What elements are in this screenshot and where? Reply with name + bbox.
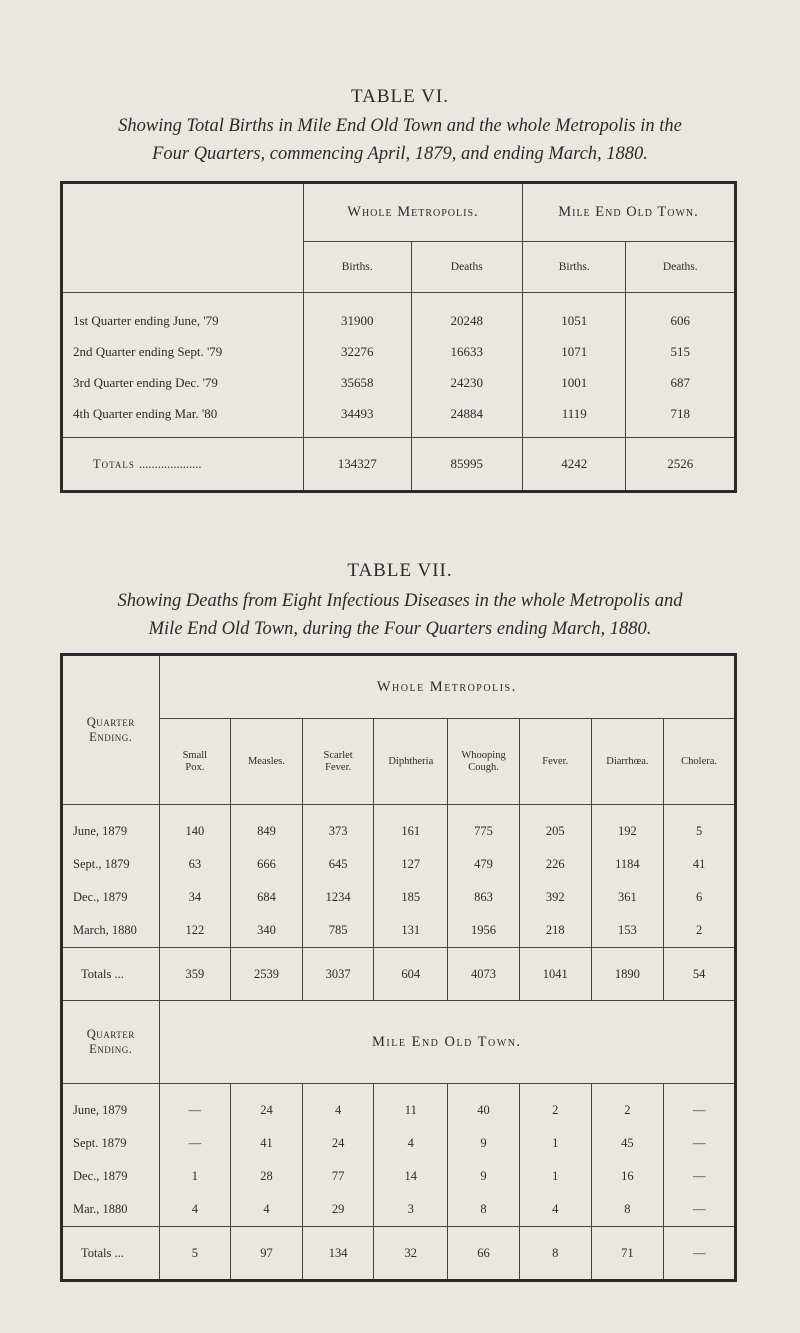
- cell: 11: [374, 1084, 448, 1128]
- cell: 785: [302, 914, 374, 948]
- cell: 14: [374, 1160, 448, 1193]
- disease-header-scarlet-fever: [302, 719, 374, 805]
- cell: 1956: [448, 914, 520, 948]
- cell: 161: [374, 805, 448, 849]
- quarter-ending-header-2: [62, 1001, 160, 1084]
- quarter-ending-line2: Ending.: [89, 1042, 133, 1056]
- cell: 6: [695, 890, 703, 904]
- cell: 687: [670, 374, 690, 390]
- table6-col-births-mile: Births.: [522, 242, 625, 293]
- disease-line1: Fever.: [542, 755, 569, 767]
- table7-caption-line2: Mile End Old Town, during the Four Quarters ending March, 1880.: [148, 619, 652, 639]
- cell: 20248: [411, 293, 522, 337]
- whole-metropolis-rows: [62, 805, 736, 948]
- cell: 153: [591, 914, 664, 948]
- totals-label: [62, 438, 304, 492]
- cell: 28: [231, 1160, 303, 1193]
- cell: 4: [159, 1193, 231, 1227]
- table7-group-whole: Whole Metropolis.: [159, 655, 735, 719]
- row-label: Totals ...: [62, 948, 160, 1001]
- cell: 479: [448, 848, 520, 881]
- cell: 2: [695, 923, 703, 937]
- cell: 32: [374, 1227, 448, 1281]
- disease-line2: Cough.: [468, 761, 499, 773]
- cell: 2: [519, 1084, 591, 1128]
- infectious-diseases-table: [60, 653, 737, 1282]
- cell: 8: [448, 1193, 520, 1227]
- cell: —: [692, 1103, 706, 1117]
- cell: 134327: [303, 438, 411, 492]
- row-label: 3rd Quarter ending Dec. '79: [62, 367, 304, 398]
- table-row: [62, 1193, 736, 1227]
- cell: 185: [374, 881, 448, 914]
- table-row: [62, 881, 736, 914]
- cell: 2539: [231, 948, 303, 1001]
- table-row: [62, 1160, 736, 1193]
- quarter-ending-line1: Quarter: [86, 1027, 135, 1041]
- table7-heading: TABLE VII.: [347, 560, 453, 581]
- row-label: 2nd Quarter ending Sept. '79: [62, 336, 304, 367]
- births-deaths-table: [60, 181, 737, 493]
- table6-stub-cell: [62, 183, 304, 293]
- cell: 666: [231, 848, 303, 881]
- cell: 373: [302, 805, 374, 849]
- disease-header-cholera: [664, 719, 736, 805]
- table-row: [62, 336, 736, 367]
- cell: 2526: [626, 438, 736, 492]
- cell: 35658: [303, 367, 411, 398]
- table6-caption: [40, 112, 760, 168]
- cell: 775: [448, 805, 520, 849]
- cell: 515: [670, 343, 690, 359]
- cell: 4: [231, 1193, 303, 1227]
- row-label: March, 1880: [62, 914, 160, 948]
- table6-caption-line1: Showing Total Births in Mile End Old Town and the whole Metropolis in the: [118, 116, 682, 136]
- mile-end-rows: [62, 1084, 736, 1227]
- table6-group-mile: Mile End Old Town.: [522, 183, 735, 242]
- disease-line1: Cholera.: [681, 755, 718, 767]
- cell: 32276: [303, 336, 411, 367]
- table7-group-header-mile: [62, 1001, 736, 1084]
- disease-line1: Small: [182, 749, 208, 761]
- cell: 71: [591, 1227, 664, 1281]
- cell: 127: [374, 848, 448, 881]
- table-row: [62, 1127, 736, 1160]
- cell: 863: [448, 881, 520, 914]
- cell: 3037: [302, 948, 374, 1001]
- table-row: [62, 1084, 736, 1128]
- row-label: Totals ...: [62, 1227, 160, 1281]
- totals-label-text: Totals: [93, 456, 135, 471]
- quarter-ending-header: [62, 655, 160, 805]
- cell: 1119: [522, 398, 625, 438]
- cell: 24: [231, 1084, 303, 1128]
- quarter-ending-line1: Quarter: [86, 715, 135, 729]
- row-label: 1st Quarter ending June, '79: [62, 293, 304, 337]
- cell: 24884: [411, 398, 522, 438]
- table7-group-header-whole: [62, 655, 736, 719]
- cell: 226: [519, 848, 591, 881]
- cell: 34: [159, 881, 231, 914]
- cell: 340: [231, 914, 303, 948]
- row-label: Mar., 1880: [62, 1193, 160, 1227]
- cell: 604: [374, 948, 448, 1001]
- disease-line2: Pox.: [185, 761, 205, 773]
- cell: 97: [231, 1227, 303, 1281]
- cell: 1051: [522, 293, 625, 337]
- cell: —: [692, 1136, 706, 1150]
- cell: 34493: [303, 398, 411, 438]
- table6-heading: TABLE VI.: [351, 86, 449, 107]
- cell: 4: [302, 1084, 374, 1128]
- cell: 16633: [411, 336, 522, 367]
- cell: 40: [448, 1084, 520, 1128]
- table-row: [62, 914, 736, 948]
- cell: 645: [302, 848, 374, 881]
- mile-totals-row: [62, 1227, 736, 1281]
- cell: 9: [448, 1160, 520, 1193]
- cell: 131: [374, 914, 448, 948]
- cell: 66: [448, 1227, 520, 1281]
- cell: —: [159, 1084, 231, 1128]
- cell: 54: [664, 948, 736, 1001]
- disease-line1: Scarlet: [323, 749, 353, 761]
- cell: 29: [302, 1193, 374, 1227]
- cell: 4073: [448, 948, 520, 1001]
- cell: 5: [159, 1227, 231, 1281]
- disease-header-fever: [519, 719, 591, 805]
- whole-totals-row: [62, 948, 736, 1001]
- cell: 4: [374, 1127, 448, 1160]
- table-row: [62, 805, 736, 849]
- cell: 2: [591, 1084, 664, 1128]
- cell: 1890: [591, 948, 664, 1001]
- table6-caption-line2: Four Quarters, commencing April, 1879, and ending March, 1880.: [152, 144, 648, 164]
- cell: 849: [231, 805, 303, 849]
- cell: 192: [591, 805, 664, 849]
- cell: —: [692, 1202, 706, 1216]
- cell: 1: [519, 1127, 591, 1160]
- cell: 392: [519, 881, 591, 914]
- cell: 684: [231, 881, 303, 914]
- disease-line1: Measles.: [247, 755, 285, 767]
- table6-group-header: [62, 183, 736, 242]
- cell: 1071: [522, 336, 625, 367]
- disease-header-measles: [231, 719, 303, 805]
- cell: 218: [519, 914, 591, 948]
- cell: 31900: [303, 293, 411, 337]
- totals-leader: ....................: [139, 456, 202, 471]
- cell: 359: [159, 948, 231, 1001]
- cell: 41: [231, 1127, 303, 1160]
- cell: —: [664, 1227, 736, 1281]
- cell: 122: [159, 914, 231, 948]
- table7-group-mile: Mile End Old Town.: [159, 1001, 735, 1084]
- table7-caption: [40, 587, 760, 643]
- cell: 4242: [522, 438, 625, 492]
- disease-line1: Diphtheria: [388, 755, 434, 767]
- cell: 718: [670, 405, 690, 421]
- disease-header-diphtheria: [374, 719, 448, 805]
- disease-header-diarrhoea: [591, 719, 664, 805]
- table-row: [62, 293, 736, 337]
- disease-header-whooping-cough: [448, 719, 520, 805]
- cell: —: [159, 1127, 231, 1160]
- cell: 1234: [302, 881, 374, 914]
- cell: 1184: [591, 848, 664, 881]
- cell: 4: [519, 1193, 591, 1227]
- cell: 63: [159, 848, 231, 881]
- table-row: [62, 848, 736, 881]
- cell: 77: [302, 1160, 374, 1193]
- table6-group-whole: Whole Metropolis.: [303, 183, 522, 242]
- row-label: Sept., 1879: [62, 848, 160, 881]
- cell: 5: [695, 824, 703, 838]
- cell: 1001: [522, 367, 625, 398]
- table-row: [62, 367, 736, 398]
- quarter-ending-line2: Ending.: [89, 730, 133, 744]
- cell: 16: [591, 1160, 664, 1193]
- cell: 1: [519, 1160, 591, 1193]
- cell: 361: [591, 881, 664, 914]
- cell: 134: [302, 1227, 374, 1281]
- disease-header-small-pox: [159, 719, 231, 805]
- cell: 606: [670, 312, 690, 328]
- cell: 24: [302, 1127, 374, 1160]
- table6-totals-row: [62, 438, 736, 492]
- disease-line2: Fever.: [325, 761, 352, 773]
- cell: 45: [591, 1127, 664, 1160]
- cell: 24230: [411, 367, 522, 398]
- cell: 140: [159, 805, 231, 849]
- cell: 85995: [411, 438, 522, 492]
- disease-line1: Whooping: [461, 749, 506, 761]
- row-label: 4th Quarter ending Mar. '80: [62, 398, 304, 438]
- cell: 1: [159, 1160, 231, 1193]
- cell: 1041: [519, 948, 591, 1001]
- cell: 41: [692, 857, 706, 871]
- row-label: Dec., 1879: [62, 881, 160, 914]
- disease-header-row: [62, 719, 736, 805]
- row-label: June, 1879: [62, 1084, 160, 1128]
- table7-caption-line1: Showing Deaths from Eight Infectious Diseases in the whole Metropolis and: [117, 591, 683, 611]
- cell: 8: [519, 1227, 591, 1281]
- table6-col-deaths-whole: Deaths: [411, 242, 522, 293]
- table6-col-deaths-mile: Deaths.: [626, 242, 736, 293]
- row-label: Dec., 1879: [62, 1160, 160, 1193]
- cell: 3: [374, 1193, 448, 1227]
- table6-col-births-whole: Births.: [303, 242, 411, 293]
- row-label: June, 1879: [62, 805, 160, 849]
- cell: 205: [519, 805, 591, 849]
- cell: 8: [591, 1193, 664, 1227]
- cell: 9: [448, 1127, 520, 1160]
- table-row: [62, 398, 736, 438]
- cell: —: [692, 1169, 706, 1183]
- row-label: Sept. 1879: [62, 1127, 160, 1160]
- disease-line1: Diarrhœa.: [606, 755, 649, 767]
